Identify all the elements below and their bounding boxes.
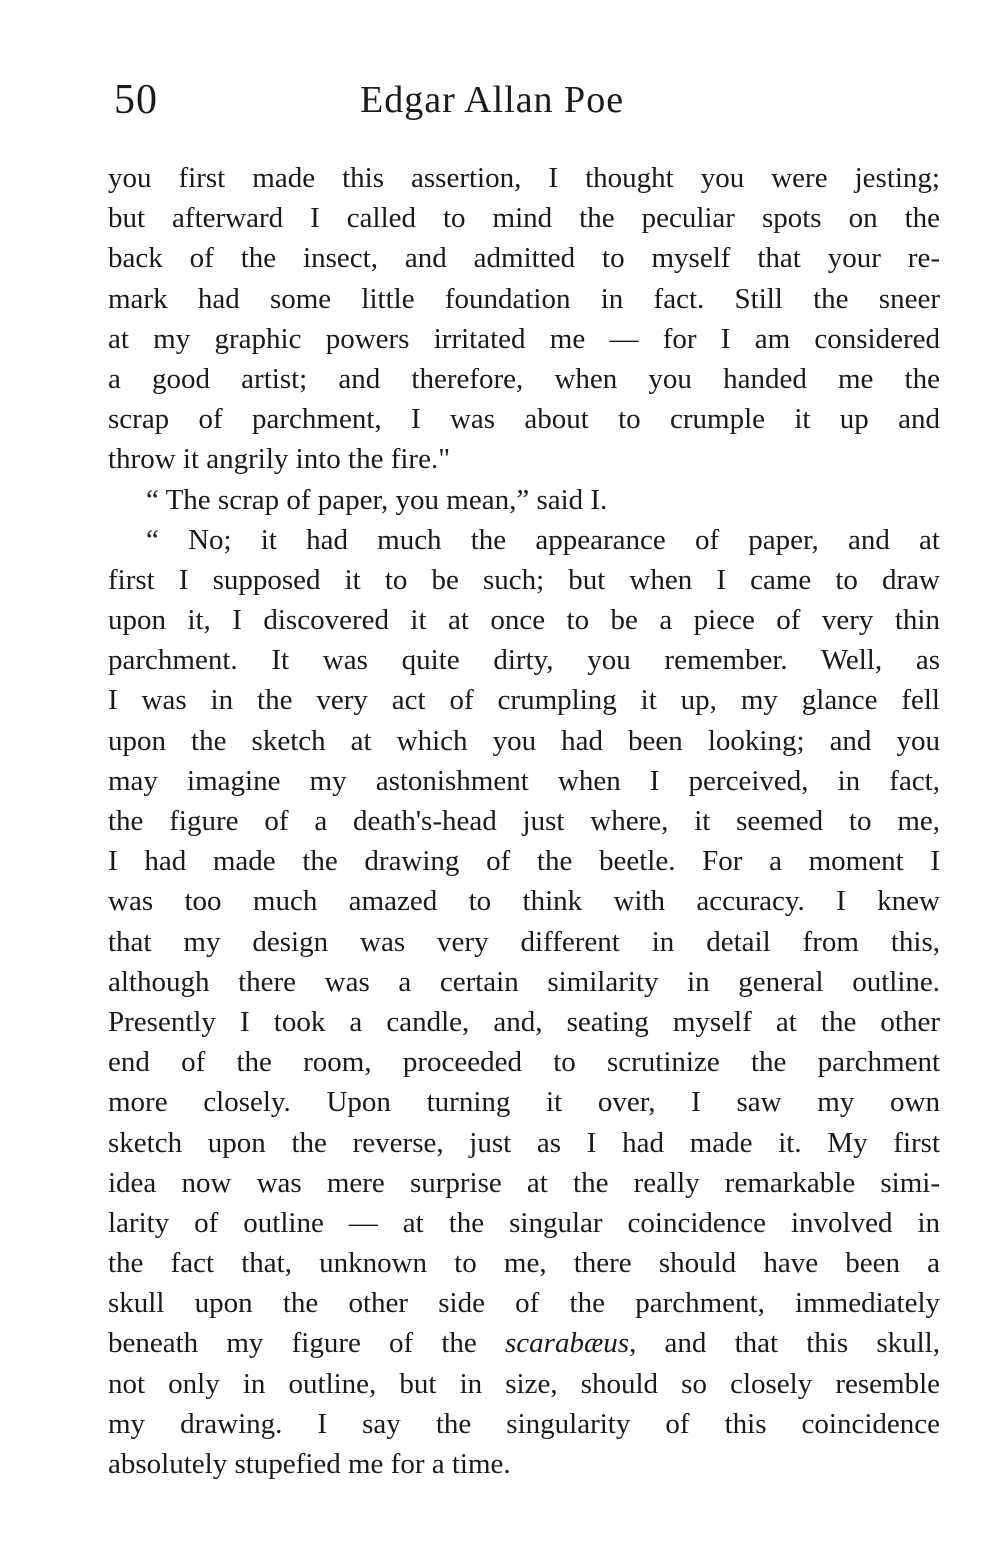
text-line-with-italic [108, 1323, 940, 1363]
text-line: mark had some little foundation in fact. Still the sneer [108, 282, 940, 315]
text-line: my drawing. I say the singularity of this coincidence [108, 1407, 940, 1440]
text-line: that my design was very different in detail from this, [108, 925, 940, 958]
body-text [108, 158, 940, 1484]
text-line: I had made the drawing of the beetle. For a moment I [108, 845, 940, 878]
text-line: larity of outline — at the singular coincidence involved in [108, 1206, 940, 1239]
text-line: the figure of a death's-head just where, it seemed to me, [108, 805, 940, 837]
text-line: but afterward I called to mind the peculiar spots on the [108, 202, 940, 235]
text-line: throw it angrily into the fire." [108, 443, 451, 476]
text-line: “ The scrap of paper, you mean,” said I. [146, 483, 608, 516]
text-segment: beneath my figure of the [108, 1327, 505, 1360]
text-line: back of the insect, and admitted to myself that your re- [108, 242, 940, 275]
text-line: I was in the very act of crumpling it up, my glance fell [108, 684, 940, 717]
text-line: the fact that, unknown to me, there should have been a [108, 1247, 940, 1280]
page-number: 50 [114, 77, 158, 123]
text-line: idea now was mere surprise at the really remarkable simi- [108, 1166, 940, 1199]
text-line: although there was a certain similarity in general outline. [108, 965, 940, 998]
text-line: more closely. Upon turning it over, I saw my own [108, 1086, 940, 1119]
text-segment: , and that this skull, [629, 1327, 940, 1360]
text-line: a good artist; and therefore, when you handed me the [108, 362, 940, 395]
text-line: end of the room, proceeded to scrutinize the parchment [108, 1046, 940, 1079]
text-line: was too much amazed to think with accuracy. I knew [108, 885, 940, 918]
text-line: you first made this assertion, I thought you were jesting; [108, 162, 940, 194]
text-line: not only in outline, but in size, should so closely resemble [108, 1367, 940, 1400]
text-line: scrap of parchment, I was about to crumple it up and [108, 403, 940, 436]
text-line: “ No; it had much the appearance of paper, and at [146, 523, 940, 556]
text-line: may imagine my astonishment when I perceived, in fact, [108, 764, 940, 797]
text-line: at my graphic powers irritated me — for I am considered [108, 322, 940, 355]
text-line: Presently I took a candle, and, seating myself at the other [108, 1005, 940, 1038]
italic-word-scarabaeus: scarabæus [505, 1327, 630, 1360]
running-title: Edgar Allan Poe [360, 79, 625, 121]
text-line: absolutely stupefied me for a time. [108, 1448, 511, 1480]
text-line: skull upon the other side of the parchment, immediately [108, 1287, 940, 1320]
text-line: upon it, I discovered it at once to be a piece of very thin [108, 604, 940, 637]
text-line: upon the sketch at which you had been looking; and you [108, 724, 940, 757]
text-line: sketch upon the reverse, just as I had made it. My first [108, 1126, 940, 1159]
text-line: parchment. It was quite dirty, you remember. Well, as [108, 644, 940, 677]
text-line: first I supposed it to be such; but when I came to draw [108, 563, 940, 596]
